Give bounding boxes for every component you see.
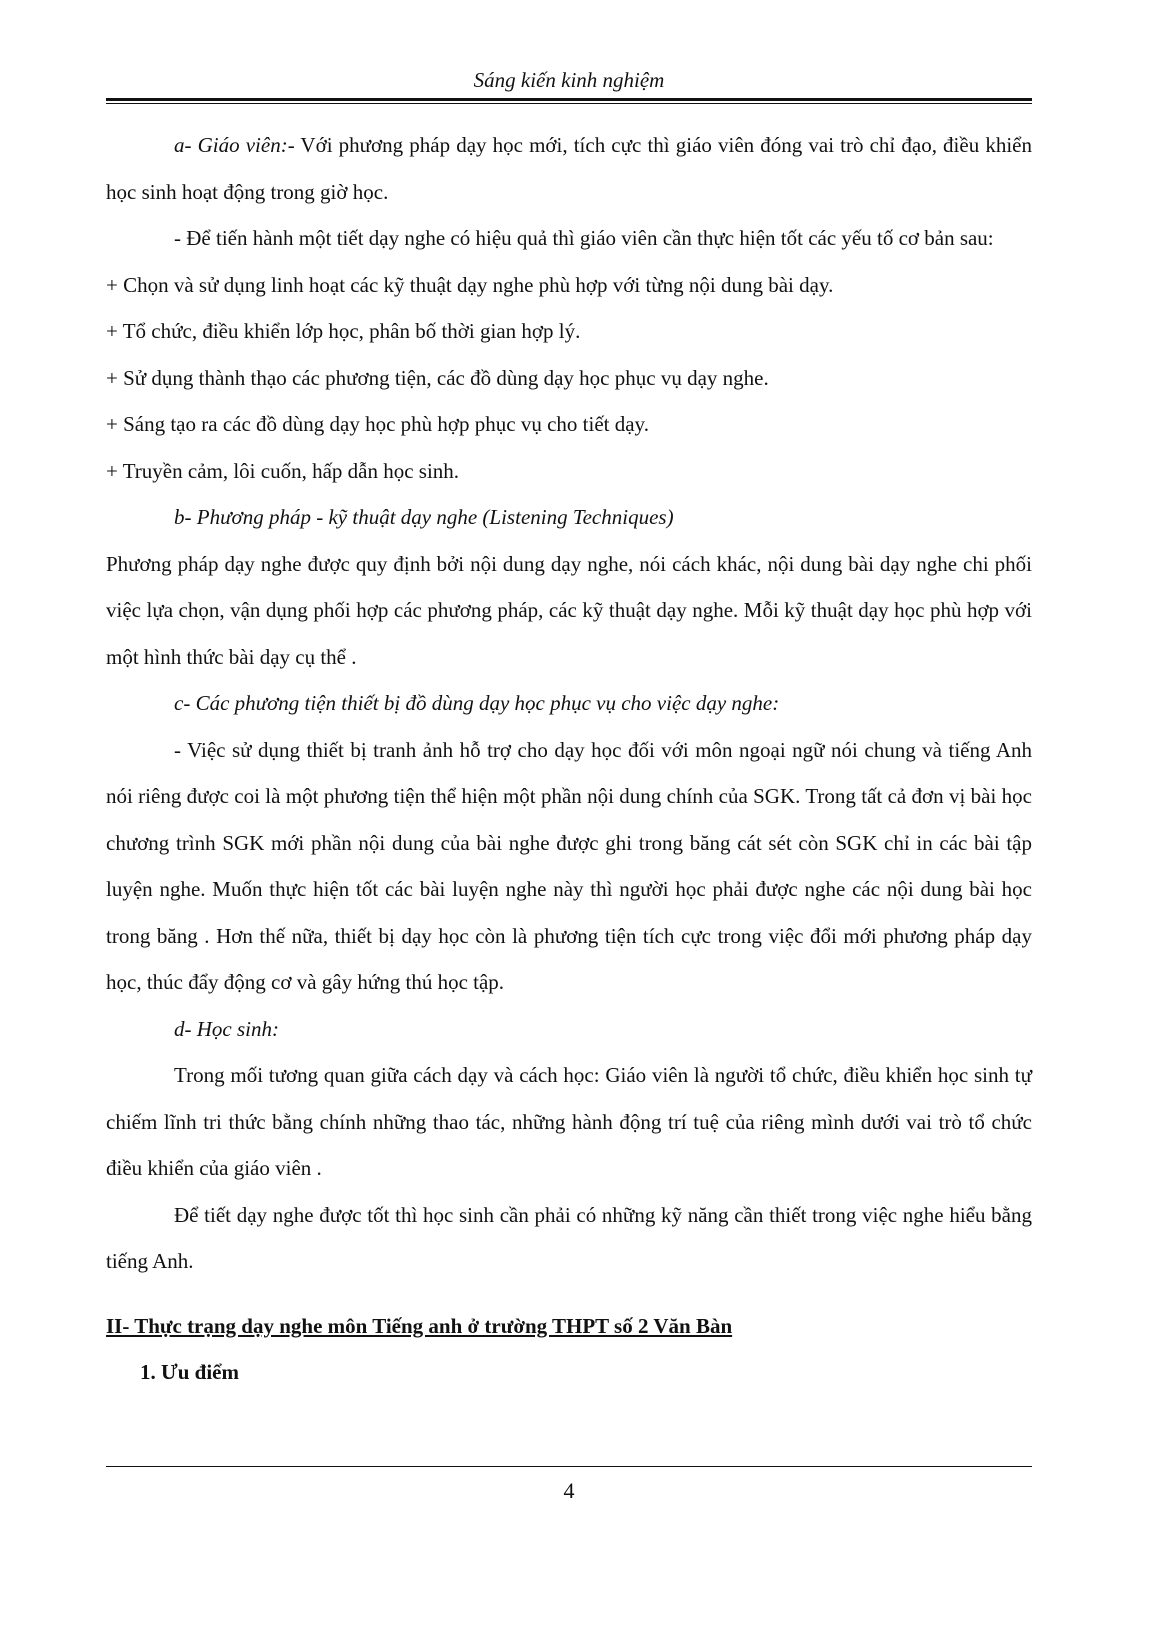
section-c-title: c- Các phương tiện thiết bị đồ dùng dạy học phục vụ cho việc dạy nghe:: [174, 691, 780, 715]
bullet-item: + Sáng tạo ra các đồ dùng dạy học phù hợp phục vụ cho tiết dạy.: [106, 412, 649, 436]
paragraph-teacher: [106, 122, 1032, 215]
bullet-item: + Chọn và sử dụng linh hoạt các kỹ thuật dạy nghe phù hợp với từng nội dung bài dạy.: [106, 272, 834, 297]
section-b-title: b- Phương pháp - kỹ thuật dạy nghe (Listening Techniques): [174, 505, 674, 529]
bullet-item: + Truyền cảm, lôi cuốn, hấp dẫn học sinh.: [106, 458, 460, 483]
page-number: 4: [563, 1478, 575, 1503]
header-rule-thin: [106, 103, 1032, 104]
teacher-label: a- Giáo viên:: [174, 133, 288, 157]
bullet-item: + Tổ chức, điều khiển lớp học, phân bố thời gian hợp lý.: [106, 319, 581, 343]
bullet-item: + Sử dụng thành thạo các phương tiện, các đồ dùng dạy học phục vụ dạy nghe.: [106, 365, 769, 390]
section-c-text: - Việc sử dụng thiết bị tranh ảnh hỗ trợ cho dạy học đối với môn ngoại ngữ nói chung và tiếng Anh nói riêng được coi là một phương tiện thể hiện một phần nội dung chính của SGK. Trong tất cả đơn vị bài học chương trình SGK mới phần nội dung của bài nghe được ghi trong băng cát sét còn SGK chỉ in các bài tập luyện nghe. Muốn thực hiện tốt các bài luyện nghe này thì người học phải được nghe các nội dung bài học trong băng . Hơn thế nữa, thiết bị dạy học còn là phương tiện tích cực trong việc đổi mới phương pháp dạy học, thúc đẩy động cơ và gây hứng thú học tập.: [106, 737, 1032, 994]
document-body: [106, 122, 1032, 1396]
section-heading: II- Thực trạng dạy nghe môn Tiếng anh ở trường THPT số 2 Văn Bàn: [106, 1313, 733, 1338]
section-b-text: Phương pháp dạy nghe được quy định bởi nội dung dạy nghe, nói cách khác, nội dung bài dạy nghe chi phối việc lựa chọn, vận dụng phối hợp các phương pháp, các kỹ thuật dạy nghe. Mỗi kỹ thuật dạy học phù hợp với một hình thức bài dạy cụ thể .: [106, 551, 1032, 669]
paragraph-factors: - Để tiến hành một tiết dạy nghe có hiệu quả thì giáo viên cần thực hiện tốt các yếu tố cơ bản sau:: [174, 226, 994, 250]
section-d-title: d- Học sinh:: [174, 1016, 279, 1041]
footer-rule: [106, 1466, 1032, 1467]
section-d-text-2: Để tiết dạy nghe được tốt thì học sinh cần phải có những kỹ năng cần thiết trong việc nghe hiểu bằng tiếng Anh.: [106, 1202, 1032, 1273]
sub-heading: 1. Ưu điểm: [140, 1360, 239, 1384]
header-rule: [106, 98, 1032, 101]
section-d-text-1: Trong mối tương quan giữa cách dạy và cách học: Giáo viên là người tổ chức, điều khiển học sinh tự chiếm lĩnh tri thức bằng chính những thao tác, những hành động trí tuệ của riêng mình dưới vai trò tổ chức điều khiển của giáo viên .: [106, 1063, 1032, 1180]
page-header-title: Sáng kiến kinh nghiệm: [473, 68, 665, 92]
teacher-text: - Với phương pháp dạy học mới, tích cực thì giáo viên đóng vai trò chỉ đạo, điều khiển học sinh hoạt động trong giờ học.: [106, 133, 1032, 204]
